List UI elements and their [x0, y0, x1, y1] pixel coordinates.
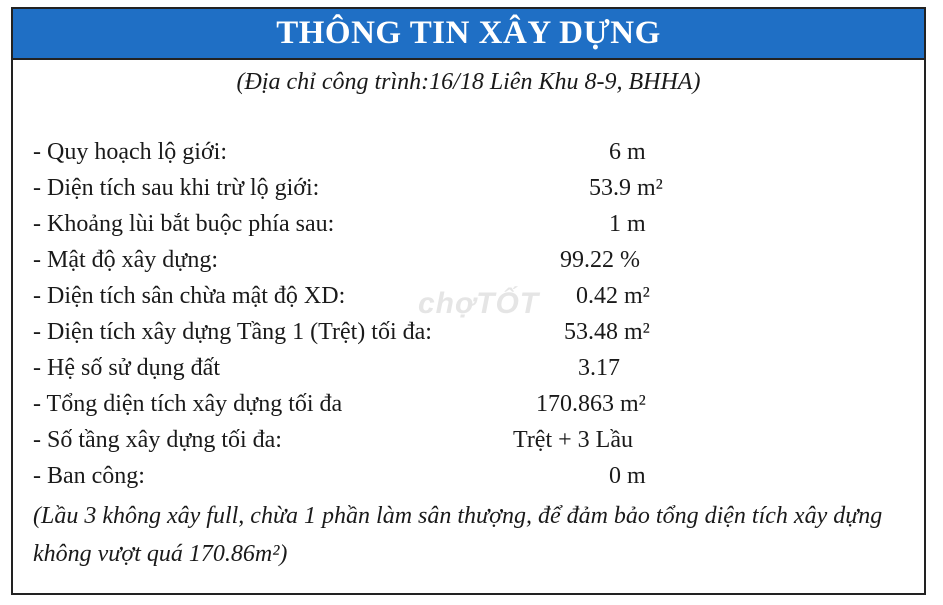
row-label: - Hệ số sử dụng đất — [33, 355, 220, 381]
row-label: - Mật độ xây dựng: — [33, 247, 218, 273]
row-value: 170.863 m² — [536, 391, 646, 417]
row-value: 99.22 % — [560, 247, 640, 273]
address-subtitle: (Địa chỉ công trình:16/18 Liên Khu 8-9, BHHA) — [236, 69, 701, 95]
row-label: - Diện tích sau khi trừ lộ giới: — [33, 175, 320, 201]
row-label: - Diện tích sân chừa mật độ XD: — [33, 283, 346, 309]
watermark-logo: chợTỐT — [418, 287, 540, 320]
row-value: 53.48 m² — [564, 319, 650, 345]
row-label: - Quy hoạch lộ giới: — [33, 139, 227, 165]
row-value: Trệt + 3 Lầu — [513, 427, 633, 453]
row-label: - Ban công: — [33, 463, 145, 489]
row-value: 3.17 — [578, 355, 620, 381]
row-value: 53.9 m² — [589, 175, 663, 201]
footnote: (Lầu 3 không xây full, chừa 1 phần làm sân thượng, để đảm bảo tổng diện tích xây dựng không vượt quá 170.86m²) — [33, 503, 883, 567]
row-label: - Diện tích xây dựng Tầng 1 (Trệt) tối đa: — [33, 319, 432, 345]
page-title: THÔNG TIN XÂY DỰNG — [276, 15, 661, 51]
row-value: 0 m — [609, 463, 646, 489]
info-panel — [11, 7, 926, 595]
row-value: 1 m — [609, 211, 646, 237]
row-label: - Khoảng lùi bắt buộc phía sau: — [33, 211, 335, 237]
title-banner — [13, 9, 924, 60]
row-label: - Số tầng xây dựng tối đa: — [33, 427, 282, 453]
row-value: 6 m — [609, 139, 646, 165]
row-label: - Tổng diện tích xây dựng tối đa — [33, 391, 343, 417]
row-value: 0.42 m² — [576, 283, 650, 309]
